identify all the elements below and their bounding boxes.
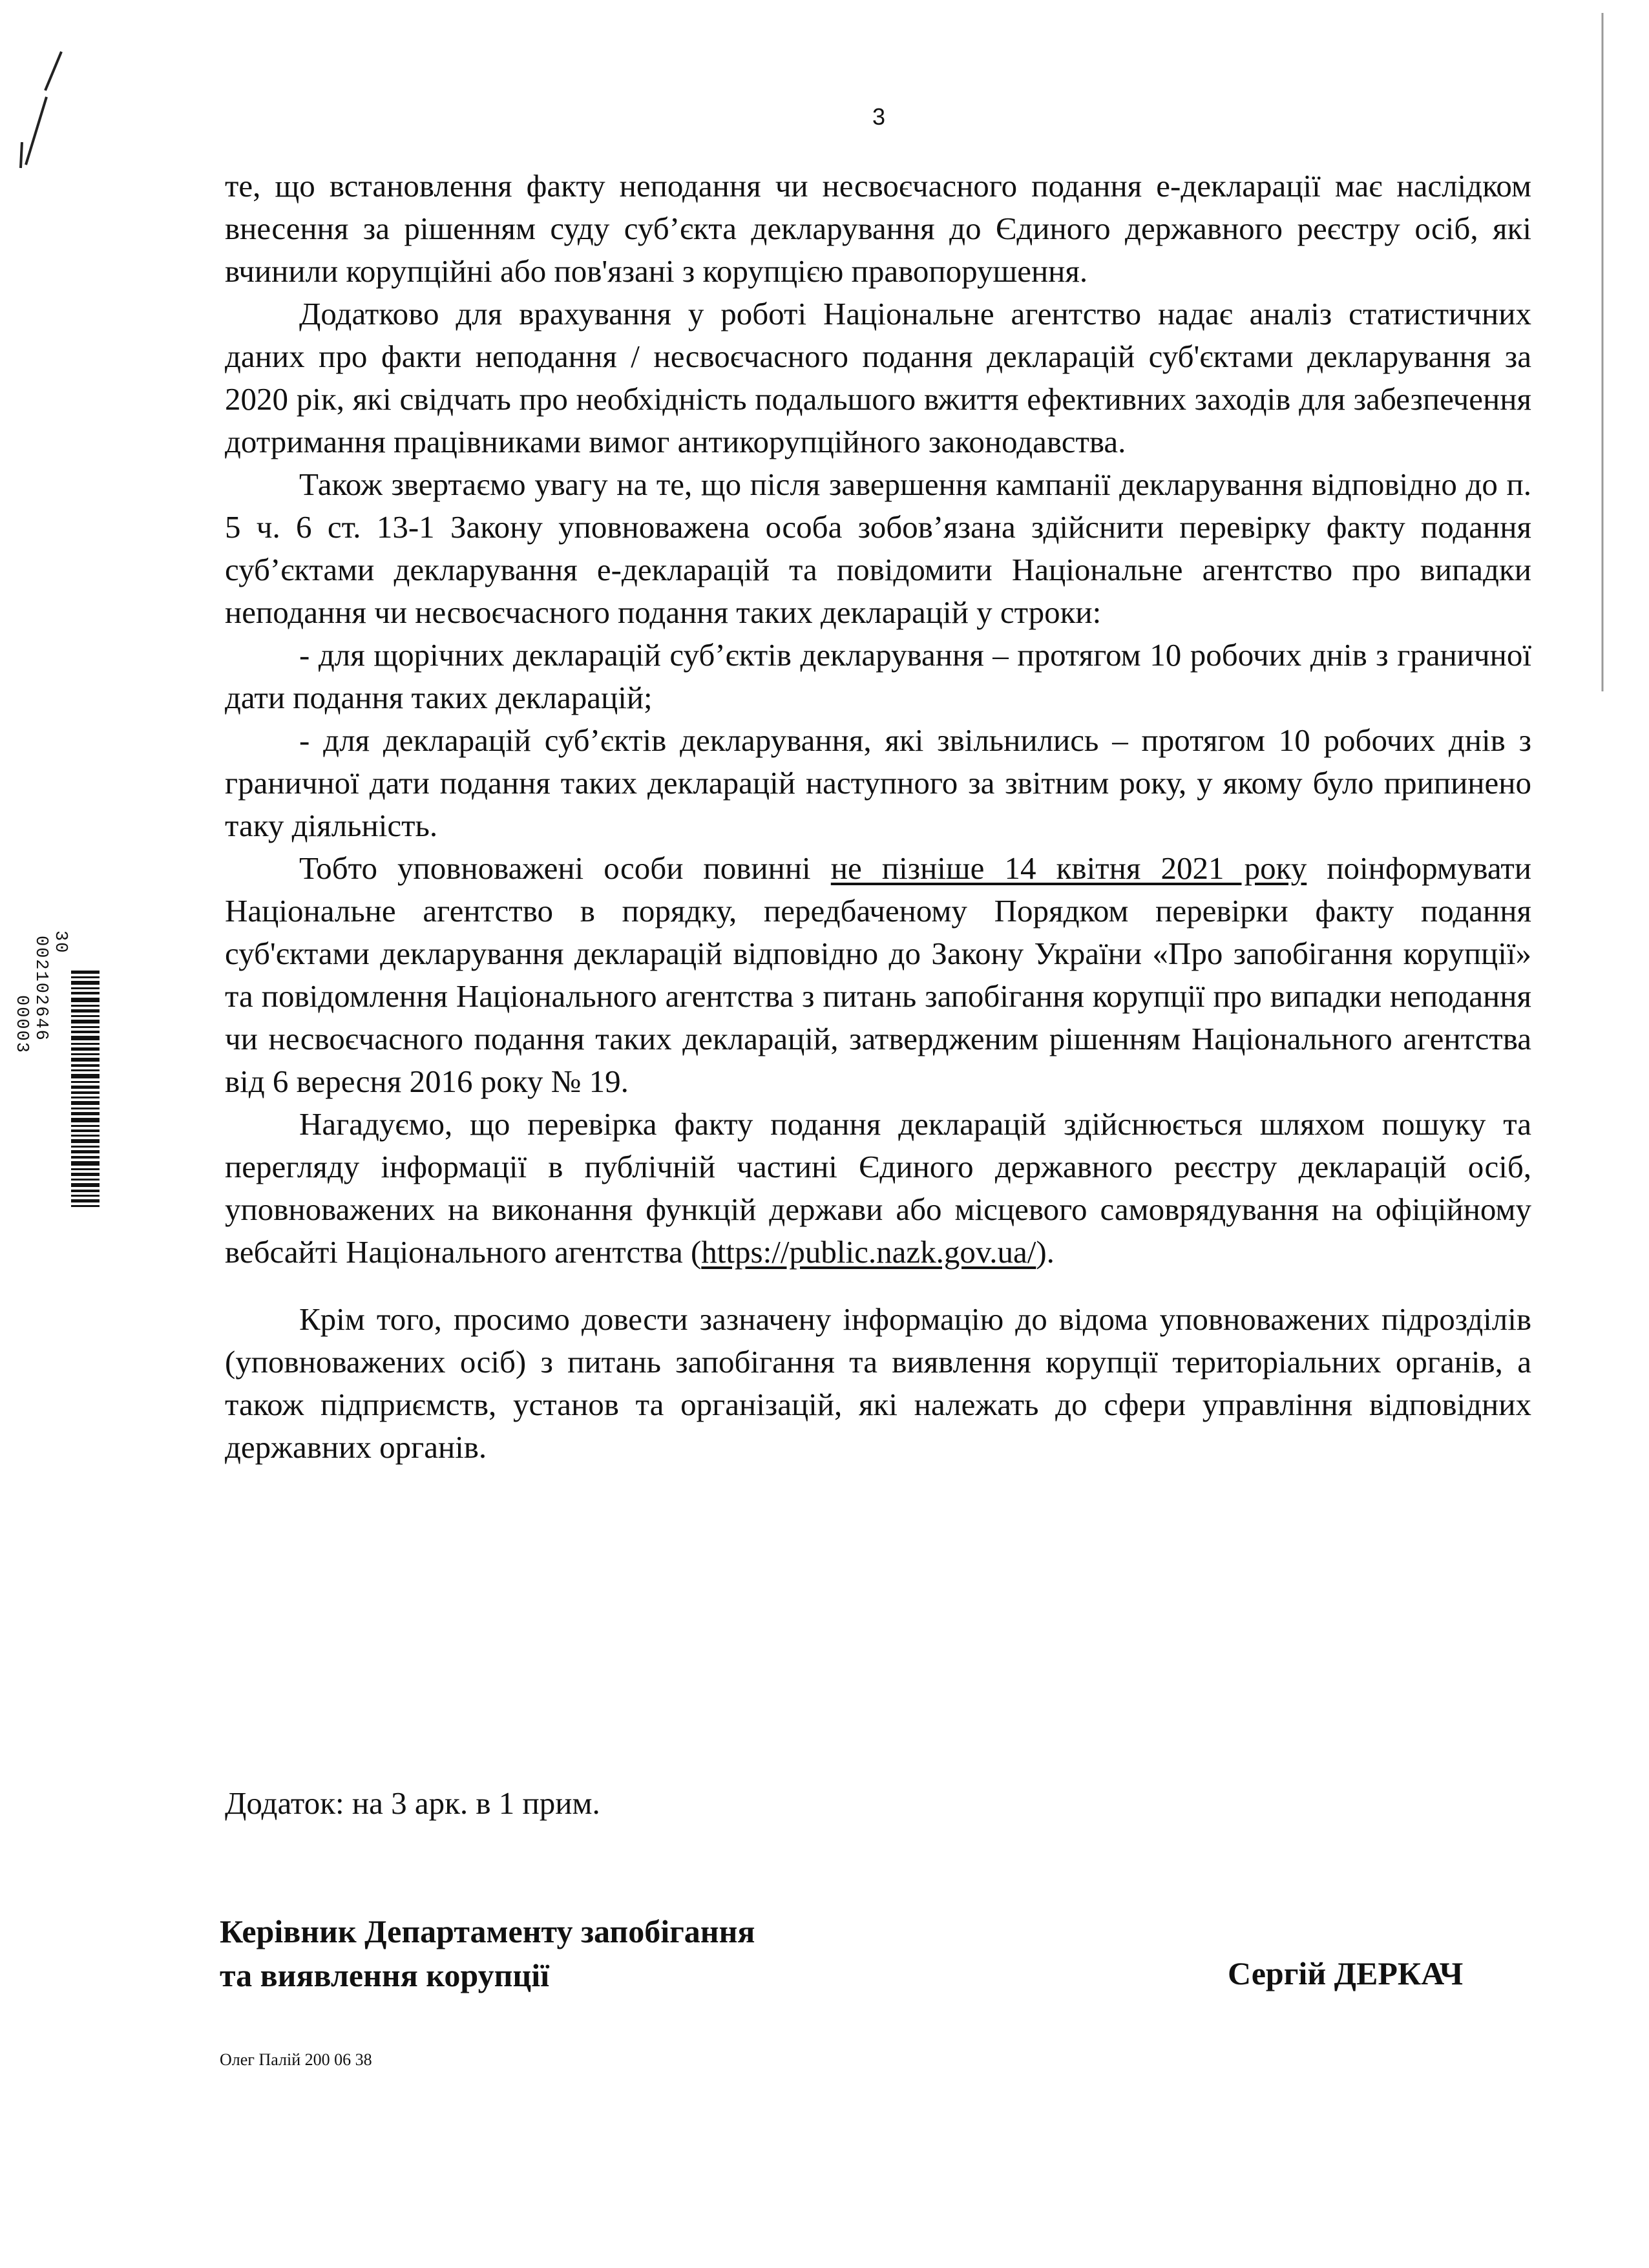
scan-edge-mark bbox=[1596, 13, 1635, 698]
paragraph-continuation: те, що встановлення факту неподання чи несвоєчасного подання е-декларації має наслідком внесення за рішенням суду суб’єкта декларування до Єдиного державного реєстру осіб, які вчинили корупційні або пов'язані з корупцією правопорушення. bbox=[225, 168, 1531, 289]
signature-title-line1: Керівник Департаменту запобігання bbox=[220, 1913, 755, 1949]
reminder-text-after: ). bbox=[1036, 1234, 1055, 1270]
deadline-item-annual: - для щорічних декларацій суб’єктів декларування – протягом 10 робочих днів з граничної дати подання таких декларацій; bbox=[225, 637, 1531, 715]
signature-title-line2: та виявлення корупції bbox=[220, 1957, 549, 1993]
paragraph-deadline bbox=[225, 847, 1531, 1103]
deadline-text-before: Тобто уповноважені особи повинні bbox=[299, 850, 831, 886]
barcode-digits bbox=[12, 930, 70, 1292]
barcode-digits-middle: 002102646 bbox=[31, 936, 50, 1042]
page-number: 3 bbox=[872, 103, 886, 130]
deadline-date: не пізніше 14 квітня 2021 року bbox=[830, 850, 1307, 886]
nazk-link[interactable]: https://public.nazk.gov.ua/ bbox=[701, 1234, 1036, 1270]
paragraph-reminder bbox=[225, 1103, 1531, 1274]
deadline-item-dismissed: - для декларацій суб’єктів декларування, які звільнились – протягом 10 робочих днів з граничної дати подання таких декларацій наступного за звітним року, у якому було припинено таку діяльність. bbox=[225, 722, 1531, 843]
reminder-text-before: Нагадуємо, що перевірка факту подання декларацій здійснюється шляхом пошуку та перегляду інформації в публічній частині Єдиного державного реєстру декларацій осіб, уповноважених на виконання функцій держави або місцевого самоврядування на офіційному вебсайті Національного агентства ( bbox=[225, 1106, 1531, 1270]
executor-contact: Олег Палій 200 06 38 bbox=[220, 2050, 372, 2069]
barcode-digits-top: 30 bbox=[50, 930, 70, 954]
signature-title bbox=[220, 1909, 755, 1997]
attachment-note: Додаток: на 3 арк. в 1 прим. bbox=[225, 1785, 600, 1821]
letter-body bbox=[225, 165, 1531, 1469]
pen-mark bbox=[6, 45, 78, 174]
paragraph-statistics: Додатково для врахування у роботі Національне агентство надає аналіз статистичних даних про факти неподання / несвоєчасного подання декларацій суб'єктами декларування за 2020 рік, які свідчать про необхідність подальшого вжиття ефективних заходів для забезпечення дотримання працівниками вимог антикорупційного законодавства. bbox=[225, 296, 1531, 459]
signatory-name: Сергій ДЕРКАЧ bbox=[1228, 1955, 1464, 1991]
deadline-text-after: поінформувати Національне агентство в порядку, передбаченому Порядком перевірки факту подання суб'єктами декларування декларацій відповідно до Закону України «Про запобігання корупції» та повідомлення Національного агентства з питань запобігання корупції про випадки неподання чи несвоєчасного подання таких декларацій, затвердженим рішенням Національного агентства від 6 вересня 2016 року № 19. bbox=[225, 850, 1532, 1099]
paragraph-verification: Також звертаємо увагу на те, що після завершення кампанії декларування відповідно до п. 5 ч. 6 ст. 13-1 Закону уповноважена особа зобов’язана здійснити перевірку факту подання суб’єктами декларування е-декларацій та повідомити Національне агентство про випадки неподання чи несвоєчасного подання таких декларацій у строки: bbox=[225, 467, 1531, 630]
barcode-digits-bottom: 00003 bbox=[12, 995, 31, 1055]
paragraph-final: Крім того, просимо довести зазначену інформацію до відома уповноважених підрозділів (уповноважених осіб) з питань запобігання та виявлення корупції територіальних органів, а також підприємств, установ та організацій, які належать до сфери управління відповідних державних органів. bbox=[225, 1301, 1531, 1465]
